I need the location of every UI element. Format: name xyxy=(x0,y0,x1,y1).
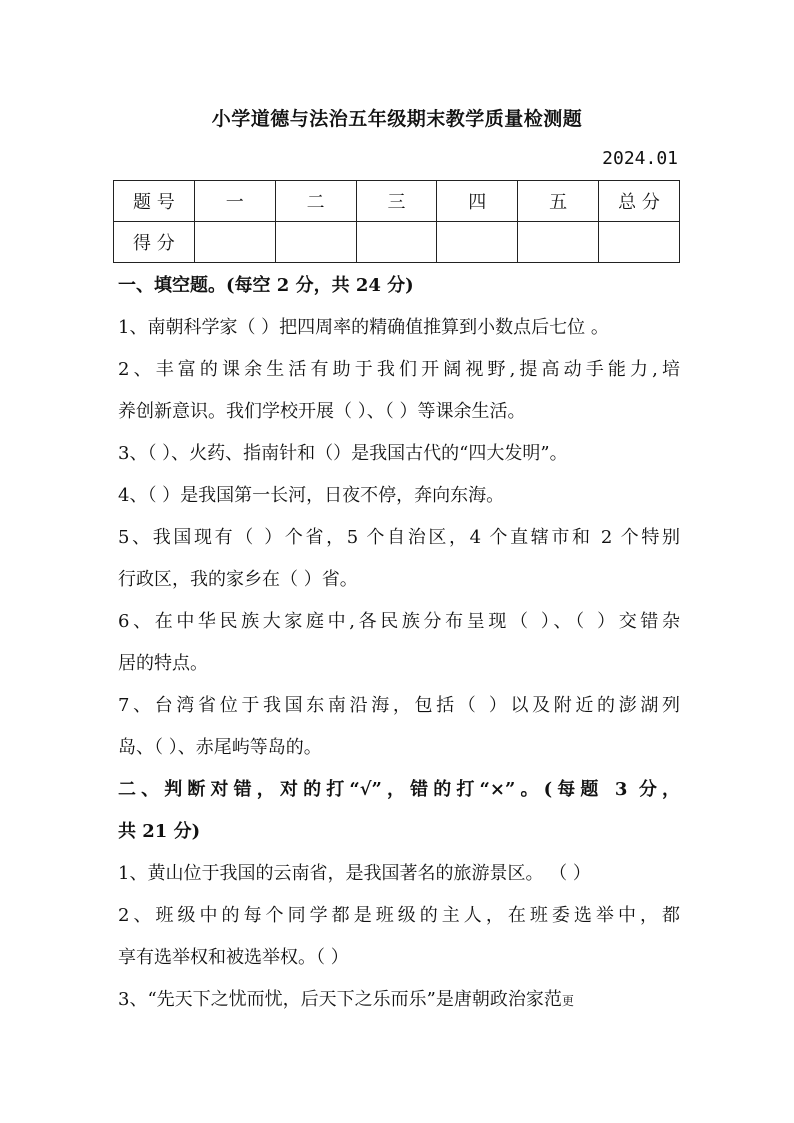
question-1-2-line-1: 2、丰富的课余生活有助于我们开阔视野,提高动手能力,培 xyxy=(118,359,680,380)
question-2-3-tail: 更 xyxy=(561,994,574,1008)
score-table-header-row xyxy=(114,181,680,222)
page-title: 小学道德与法治五年级期末教学质量检测题 xyxy=(211,108,583,130)
score-cell-total-label: 总 分 xyxy=(599,181,680,222)
question-1-6-line-1: 6、在中华民族大家庭中,各民族分布呈现（ ）、（ ）交错杂 xyxy=(118,611,680,632)
question-1-5-line-2: 行政区，我的家乡在（ ）省。 xyxy=(118,569,358,590)
question-1-4: 4、（ ）是我国第一长河，日夜不停，奔向东海。 xyxy=(118,485,505,506)
question-2-1: 1、黄山位于我国的云南省，是我国著名的旅游景区。 （ ） xyxy=(118,863,591,884)
score-cell-blank[interactable] xyxy=(356,222,437,263)
exam-date: 2024.01 xyxy=(602,148,678,169)
question-1-3: 3、（ ）、火药、指南针和（）是我国古代的“四大发明”。 xyxy=(118,443,568,464)
score-cell-part-5: 五 xyxy=(518,181,599,222)
question-2-3-line-1 xyxy=(118,979,680,1021)
score-cell-blank[interactable] xyxy=(194,222,275,263)
section-2-heading-line-1: 二、判断对错，对的打“√”，错的打“×”。(每题 3 分， xyxy=(118,779,680,800)
score-cell-blank[interactable] xyxy=(275,222,356,263)
question-1-5-line-1: 5、我国现有（ ）个省，5 个自治区，4 个直辖市和 2 个特别 xyxy=(118,527,680,548)
question-1-7-line-2: 岛、（ ）、赤尾屿等岛的。 xyxy=(118,737,322,758)
score-cell-question-number-label: 题 号 xyxy=(114,181,195,222)
score-table xyxy=(113,180,680,263)
score-table-score-row xyxy=(114,222,680,263)
score-cell-part-4: 四 xyxy=(437,181,518,222)
question-2-3-text: 3、“先天下之忧而忧，后天下之乐而乐”是唐朝政治家范 xyxy=(118,989,562,1010)
score-cell-blank[interactable] xyxy=(518,222,599,263)
score-cell-part-1: 一 xyxy=(194,181,275,222)
score-cell-part-2: 二 xyxy=(275,181,356,222)
question-1-6-line-2: 居的特点。 xyxy=(118,653,208,674)
section-2-heading-line-2: 共 21 分) xyxy=(118,821,201,842)
score-cell-blank[interactable] xyxy=(599,222,680,263)
score-cell-score-label: 得 分 xyxy=(114,222,195,263)
question-1-1: 1、南朝科学家（ ）把四周率的精确值推算到小数点后七位 。 xyxy=(118,317,609,338)
score-cell-part-3: 三 xyxy=(356,181,437,222)
question-1-7-line-1: 7、台湾省位于我国东南沿海，包括（ ）以及附近的澎湖列 xyxy=(118,695,680,716)
question-2-2-line-2: 享有选举权和被选举权。（ ） xyxy=(118,947,349,968)
question-1-2-line-2: 养创新意识。我们学校开展（ ）、（ ）等课余生活。 xyxy=(118,401,526,422)
section-1-heading: 一、填空题。(每空 2 分，共 24 分) xyxy=(118,275,414,296)
exam-body xyxy=(118,265,680,1021)
question-2-2-line-1: 2、班级中的每个同学都是班级的主人，在班委选举中，都 xyxy=(118,905,680,926)
score-cell-blank[interactable] xyxy=(437,222,518,263)
